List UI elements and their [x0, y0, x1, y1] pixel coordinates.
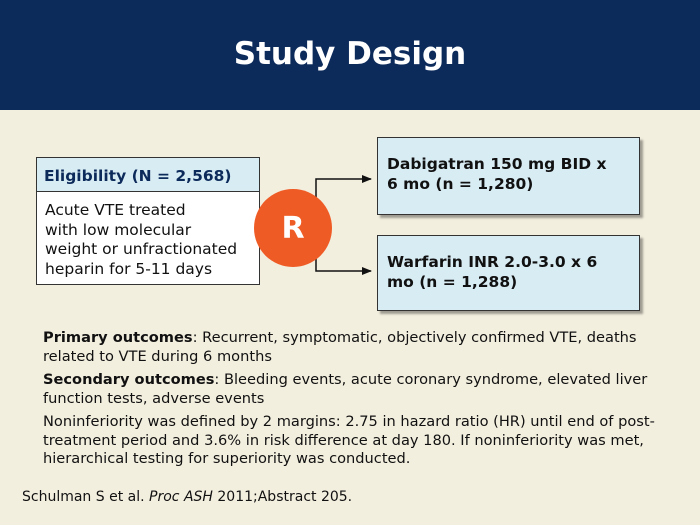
outcomes-section	[43, 329, 663, 474]
secondary-outcomes	[43, 371, 663, 408]
warfarin-arm-box	[377, 235, 640, 311]
eligibility-line: heparin for 5-11 days	[45, 259, 213, 278]
primary-outcomes-text: : Recurrent, symptomatic, objectively confirmed VTE, deaths related to VTE during 6 months	[43, 329, 637, 365]
eligibility-line: weight or unfractionated	[45, 240, 238, 258]
secondary-outcomes-label: Secondary outcomes	[43, 371, 215, 388]
secondary-outcomes-text: : Bleeding events, acute coronary syndrome, elevated liver function tests, adverse events	[43, 371, 648, 407]
primary-outcomes-label: Primary outcomes	[43, 329, 193, 346]
arm-line: mo (n = 1,288)	[387, 273, 518, 291]
eligibility-box	[36, 157, 260, 285]
citation	[22, 489, 352, 505]
arm-line: 6 mo (n = 1,280)	[387, 175, 534, 193]
citation-rest: 2011;Abstract 205.	[212, 489, 353, 505]
eligibility-line: Acute VTE treated	[45, 201, 186, 219]
noninferiority-definition: Noninferiority was defined by 2 margins: 2.75 in hazard ratio (HR) until end of post-treatment period and 3.6% in risk difference at day 180. If noninferiority was met, hierarchical testing for superiority was conducted.	[43, 413, 655, 467]
citation-journal: Proc ASH	[149, 489, 213, 505]
eligibility-header: Eligibility (N = 2,568)	[37, 158, 259, 192]
eligibility-criteria	[45, 201, 257, 279]
randomization-circle: R	[254, 189, 332, 267]
slide-title: Study Design	[233, 36, 467, 72]
arm-line: Warfarin INR 2.0-3.0 x 6	[387, 253, 598, 271]
dabigatran-arm-box	[377, 137, 640, 215]
citation-authors: Schulman S et al.	[22, 489, 150, 505]
primary-outcomes	[43, 329, 663, 366]
arm-line: Dabigatran 150 mg BID x	[387, 155, 607, 173]
eligibility-line: with low molecular	[45, 220, 192, 239]
